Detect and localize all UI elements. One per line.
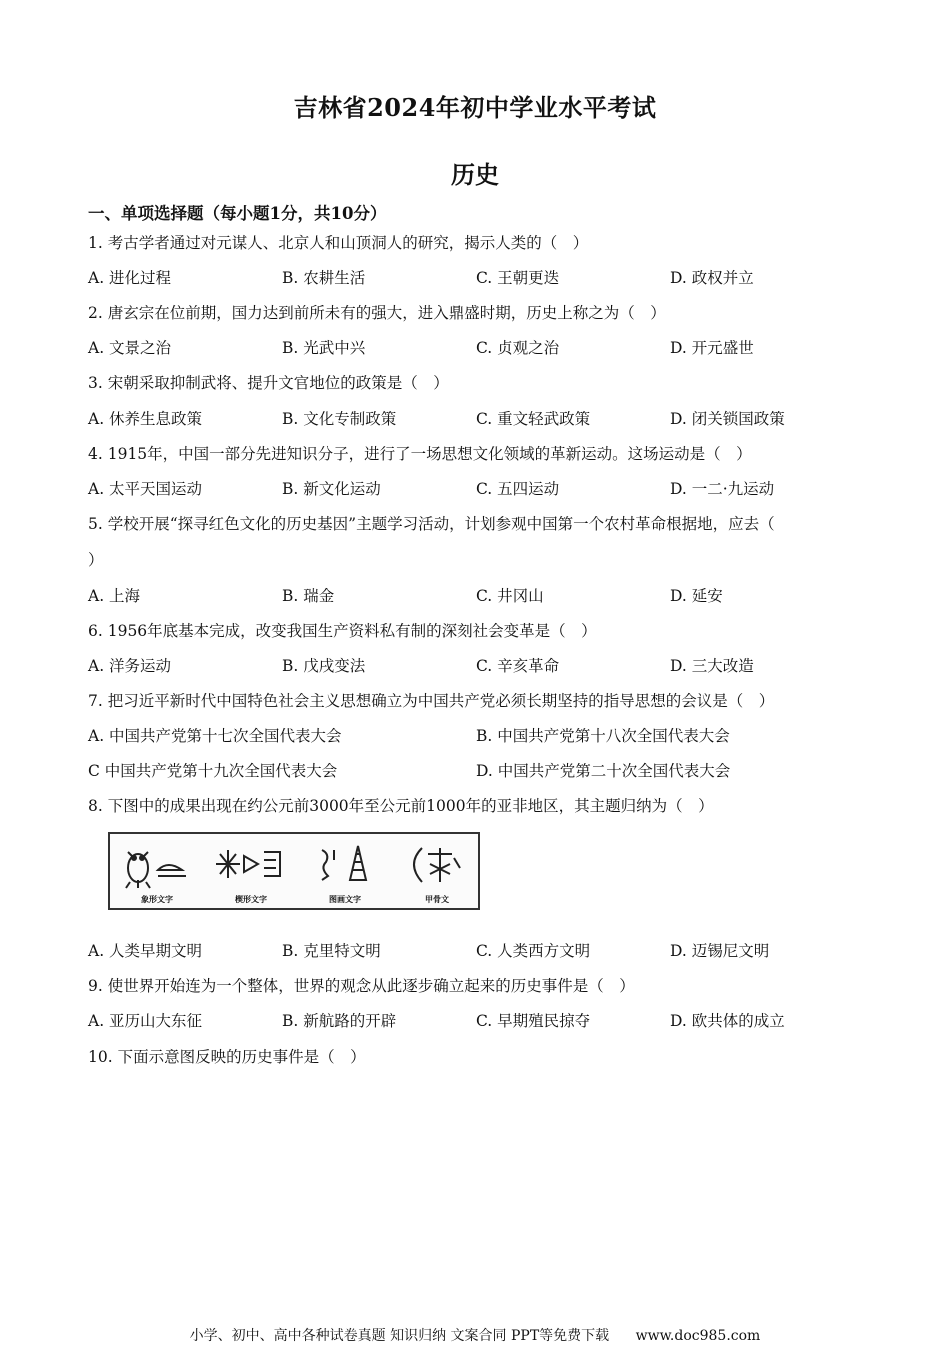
- q9-option-b: B. 新航路的开辟: [282, 1012, 397, 1030]
- q2-option-b: B. 光武中兴: [282, 339, 366, 357]
- question-7-stem: 7. 把习近平新时代中国特色社会主义思想确立为中国共产党必须长期坚持的指导思想的会议是（ ）: [88, 692, 775, 710]
- question-2-stem: 2. 唐玄宗在位前期，国力达到前所未有的强大，进入鼎盛时期，历史上称之为（ ）: [88, 304, 666, 322]
- page-footer: [0, 1325, 950, 1345]
- q9-option-d: D. 欧共体的成立: [670, 1012, 785, 1030]
- caption-hieroglyph: 象形文字: [141, 895, 173, 904]
- cuneiform-glyph-icon: [206, 840, 296, 892]
- pictograph-glyph-icon: [300, 840, 390, 892]
- q1-option-a: A. 进化过程: [88, 269, 172, 287]
- q4-option-b: B. 新文化运动: [282, 480, 381, 498]
- question-10-stem: 10. 下面示意图反映的历史事件是（ ）: [88, 1048, 366, 1066]
- q6-option-d: D. 三大改造: [670, 657, 754, 675]
- question-3-stem: 3. 宋朝采取抑制武将、提升文官地位的政策是（ ）: [88, 374, 449, 392]
- caption-cuneiform: 楔形文字: [235, 895, 267, 904]
- caption-oracle-bone: 甲骨文: [425, 895, 449, 904]
- caption-pictograph: 图画文字: [329, 895, 361, 904]
- question-5-stem-continuation: ）: [88, 551, 104, 569]
- q5-option-b: B. 瑞金: [282, 587, 335, 605]
- q2-option-a: A. 文景之治: [88, 339, 172, 357]
- q5-option-d: D. 延安: [670, 587, 723, 605]
- q4-option-a: A. 太平天国运动: [88, 480, 203, 498]
- q3-option-b: B. 文化专制政策: [282, 410, 397, 428]
- q8-option-c: C. 人类西方文明: [476, 942, 591, 960]
- exam-title: 吉林省2024年初中学业水平考试: [293, 93, 657, 122]
- question-8-stem: 8. 下图中的成果出现在约公元前3000年至公元前1000年的亚非地区，其主题归纳为（ ）: [88, 797, 714, 815]
- q8-option-b: B. 克里特文明: [282, 942, 381, 960]
- footer-text: 小学、初中、高中各种试卷真题 知识归纳 文案合同 PPT等免费下载: [189, 1328, 610, 1344]
- q9-option-c: C. 早期殖民掠夺: [476, 1012, 591, 1030]
- oracle-bone-sample: [392, 840, 482, 906]
- q5-option-a: A. 上海: [88, 587, 141, 605]
- question-5-stem: 5. 学校开展“探寻红色文化的历史基因”主题学习活动，计划参观中国第一个农村革命根据地，应去（: [88, 515, 775, 533]
- q3-option-d: D. 闭关锁国政策: [670, 410, 785, 428]
- pictograph-sample: [300, 840, 390, 906]
- q7-option-b: B. 中国共产党第十八次全国代表大会: [476, 727, 730, 745]
- q1-option-d: D. 政权并立: [670, 269, 754, 287]
- q4-option-d: D. 一二·九运动: [670, 480, 775, 498]
- q3-option-a: A. 休养生息政策: [88, 410, 203, 428]
- q6-option-c: C. 辛亥革命: [476, 657, 560, 675]
- section-heading: 一、单项选择题（每小题1分，共10分）: [88, 204, 387, 223]
- q8-option-d: D. 迈锡尼文明: [670, 942, 770, 960]
- q7-option-c: C 中国共产党第十九次全国代表大会: [88, 762, 338, 780]
- q8-option-a: A. 人类早期文明: [88, 942, 203, 960]
- q5-option-c: C. 井冈山: [476, 587, 544, 605]
- q2-option-d: D. 开元盛世: [670, 339, 754, 357]
- q6-option-b: B. 戊戌变法: [282, 657, 366, 675]
- oracle-bone-glyph-icon: [392, 840, 482, 892]
- question-4-stem: 4. 1915年，中国一部分先进知识分子，进行了一场思想文化领域的革新运动。这场运动是（ ）: [88, 445, 752, 463]
- q4-option-c: C. 五四运动: [476, 480, 560, 498]
- footer-url[interactable]: www.doc985.com: [635, 1328, 761, 1344]
- q1-option-c: C. 王朝更迭: [476, 269, 560, 287]
- q1-option-b: B. 农耕生活: [282, 269, 366, 287]
- q2-option-c: C. 贞观之治: [476, 339, 560, 357]
- q9-option-a: A. 亚历山大东征: [88, 1012, 203, 1030]
- q6-option-a: A. 洋务运动: [88, 657, 172, 675]
- question-6-stem: 6. 1956年底基本完成，改变我国生产资料私有制的深刻社会变革是（ ）: [88, 622, 597, 640]
- q3-option-c: C. 重文轻武政策: [476, 410, 591, 428]
- question-1-stem: 1. 考古学者通过对元谋人、北京人和山顶洞人的研究，揭示人类的（ ）: [88, 234, 589, 252]
- ancient-scripts-figure: [108, 832, 480, 910]
- subject-title: 历史: [451, 160, 499, 189]
- q7-option-d: D. 中国共产党第二十次全国代表大会: [476, 762, 731, 780]
- question-9-stem: 9. 使世界开始连为一个整体，世界的观念从此逐步确立起来的历史事件是（ ）: [88, 977, 635, 995]
- q7-option-a: A. 中国共产党第十七次全国代表大会: [88, 727, 342, 745]
- cuneiform-sample: [206, 840, 296, 906]
- owl-glyph-icon: [112, 840, 202, 892]
- hieroglyph-sample: [112, 840, 202, 906]
